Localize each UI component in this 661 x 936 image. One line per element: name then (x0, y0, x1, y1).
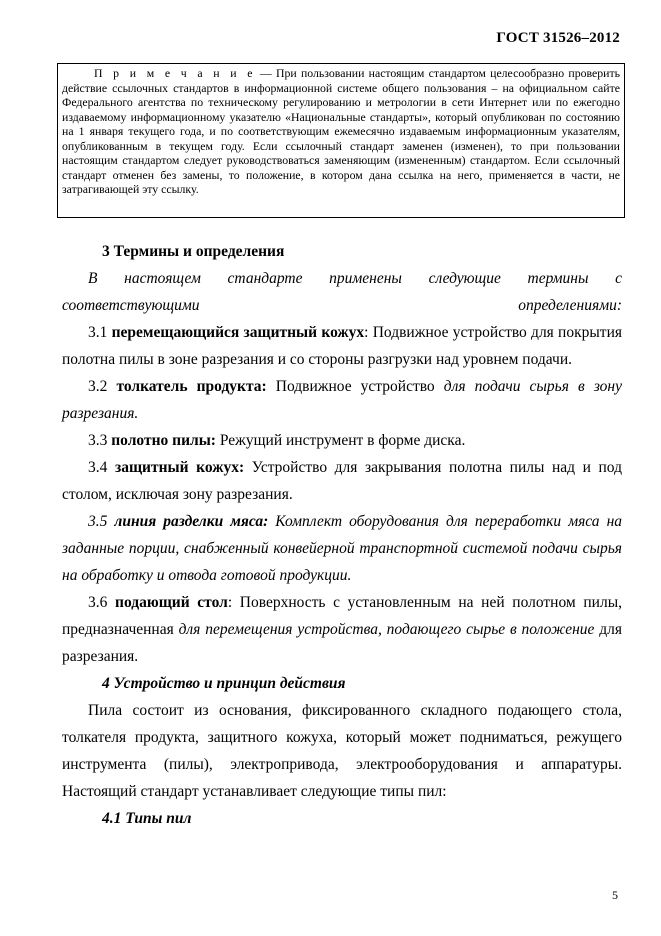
term-name: толкатель продукта: (116, 378, 267, 395)
term-3-4 (62, 454, 622, 508)
term-definition: Режущий инструмент в форме диска. (219, 432, 466, 449)
term-name: перемещающийся защитный кожух (111, 324, 365, 341)
term-separator: : (364, 324, 373, 341)
section-3-intro (62, 265, 622, 319)
term-name: подающий стол (115, 594, 228, 611)
term-number: 3.1 (88, 324, 112, 341)
term-number: 3.6 (88, 594, 116, 611)
document-body (62, 238, 622, 832)
note-label: П р и м е ч а н и е (94, 66, 256, 80)
term-name: линия разделки мяса: (114, 513, 269, 530)
term-separator (244, 459, 252, 476)
note-paragraph (62, 66, 620, 197)
term-3-6 (62, 589, 622, 670)
term-3-3 (62, 427, 622, 454)
term-definition: Поверхность с установленным на ней полотном пилы, предназначенная (62, 594, 622, 638)
note-text: — При пользовании настоящим стандартом целесообразно проверить действие ссылочных стандартов в информационной системе общего пользования – на официальном сайте Федерального агентства по техническому регулированию и метрологии в сети Интернет или по ежегодно издаваемому информационному указателю «Национальные стандарты», который опубликован по состоянию на 1 января текущего года, и по соответствующим ежемесячно издаваемым информационным указателям, опубликованным в текущем году. Если ссылочный стандарт заменен (изменен), то при пользовании настоящим стандартом следует руководствоваться заменяющим (измененным) стандартом. Если ссылочный стандарт отменен без замены, то положение, в котором дана ссылка на него, применяется в части, не затрагивающей эту ссылку. (62, 66, 620, 196)
term-definition: Подвижное устройство (275, 378, 444, 395)
term-3-2 (62, 373, 622, 427)
section-4-text: Пила состоит из основания, фиксированного складного подающего стола, толкателя продукта, защитного кожуха, который может подниматься, режущего инструмента (пилы), электропривода, электрооборудования и аппаратуры. Настоящий стандарт устанавливает следующие типы пил: (62, 702, 622, 800)
term-number: 3.2 (88, 378, 117, 395)
note-box (57, 63, 625, 218)
term-number: 3.3 (88, 432, 112, 449)
document-header: ГОСТ 31526–2012 (496, 30, 620, 46)
term-3-5 (62, 508, 622, 589)
term-3-1 (62, 319, 622, 373)
section-4-1-heading: 4.1 Типы пил (102, 810, 192, 827)
term-name: защитный кожух: (114, 459, 245, 476)
term-separator (267, 378, 276, 395)
term-definition-italic: для перемещения устройства, подающего сырье в положение (178, 621, 595, 638)
term-definition: Устройство для закрывания полотна пилы над и под столом, исключая зону разрезания. (62, 459, 622, 503)
term-number: 3.5 (88, 513, 115, 530)
page-number: 5 (612, 888, 618, 902)
term-definition-tail: для разрезания. (62, 621, 622, 665)
term-separator: : (227, 594, 240, 611)
term-definition: Подвижное устройство для покрытия полотна пилы в зоне разрезания и со стороны разгрузки над уровнем подачи. (62, 324, 622, 368)
term-definition-italic: для подачи сырья в зону разрезания. (62, 378, 622, 422)
term-number: 3.4 (88, 459, 115, 476)
section-3-heading: 3 Термины и определения (102, 243, 285, 260)
term-definition: Комплект оборудования для переработки мяса на заданные порции, снабженный конвейерной транспортной системой подачи сырья на обработку и отвода готовой продукции. (62, 513, 623, 584)
section-4-heading: 4 Устройство и принцип действия (102, 675, 346, 692)
term-name: полотно пилы: (111, 432, 216, 449)
section-3-intro-text: В настоящем стандарте применены следующие термины с соответствующими определениями: (62, 270, 622, 314)
